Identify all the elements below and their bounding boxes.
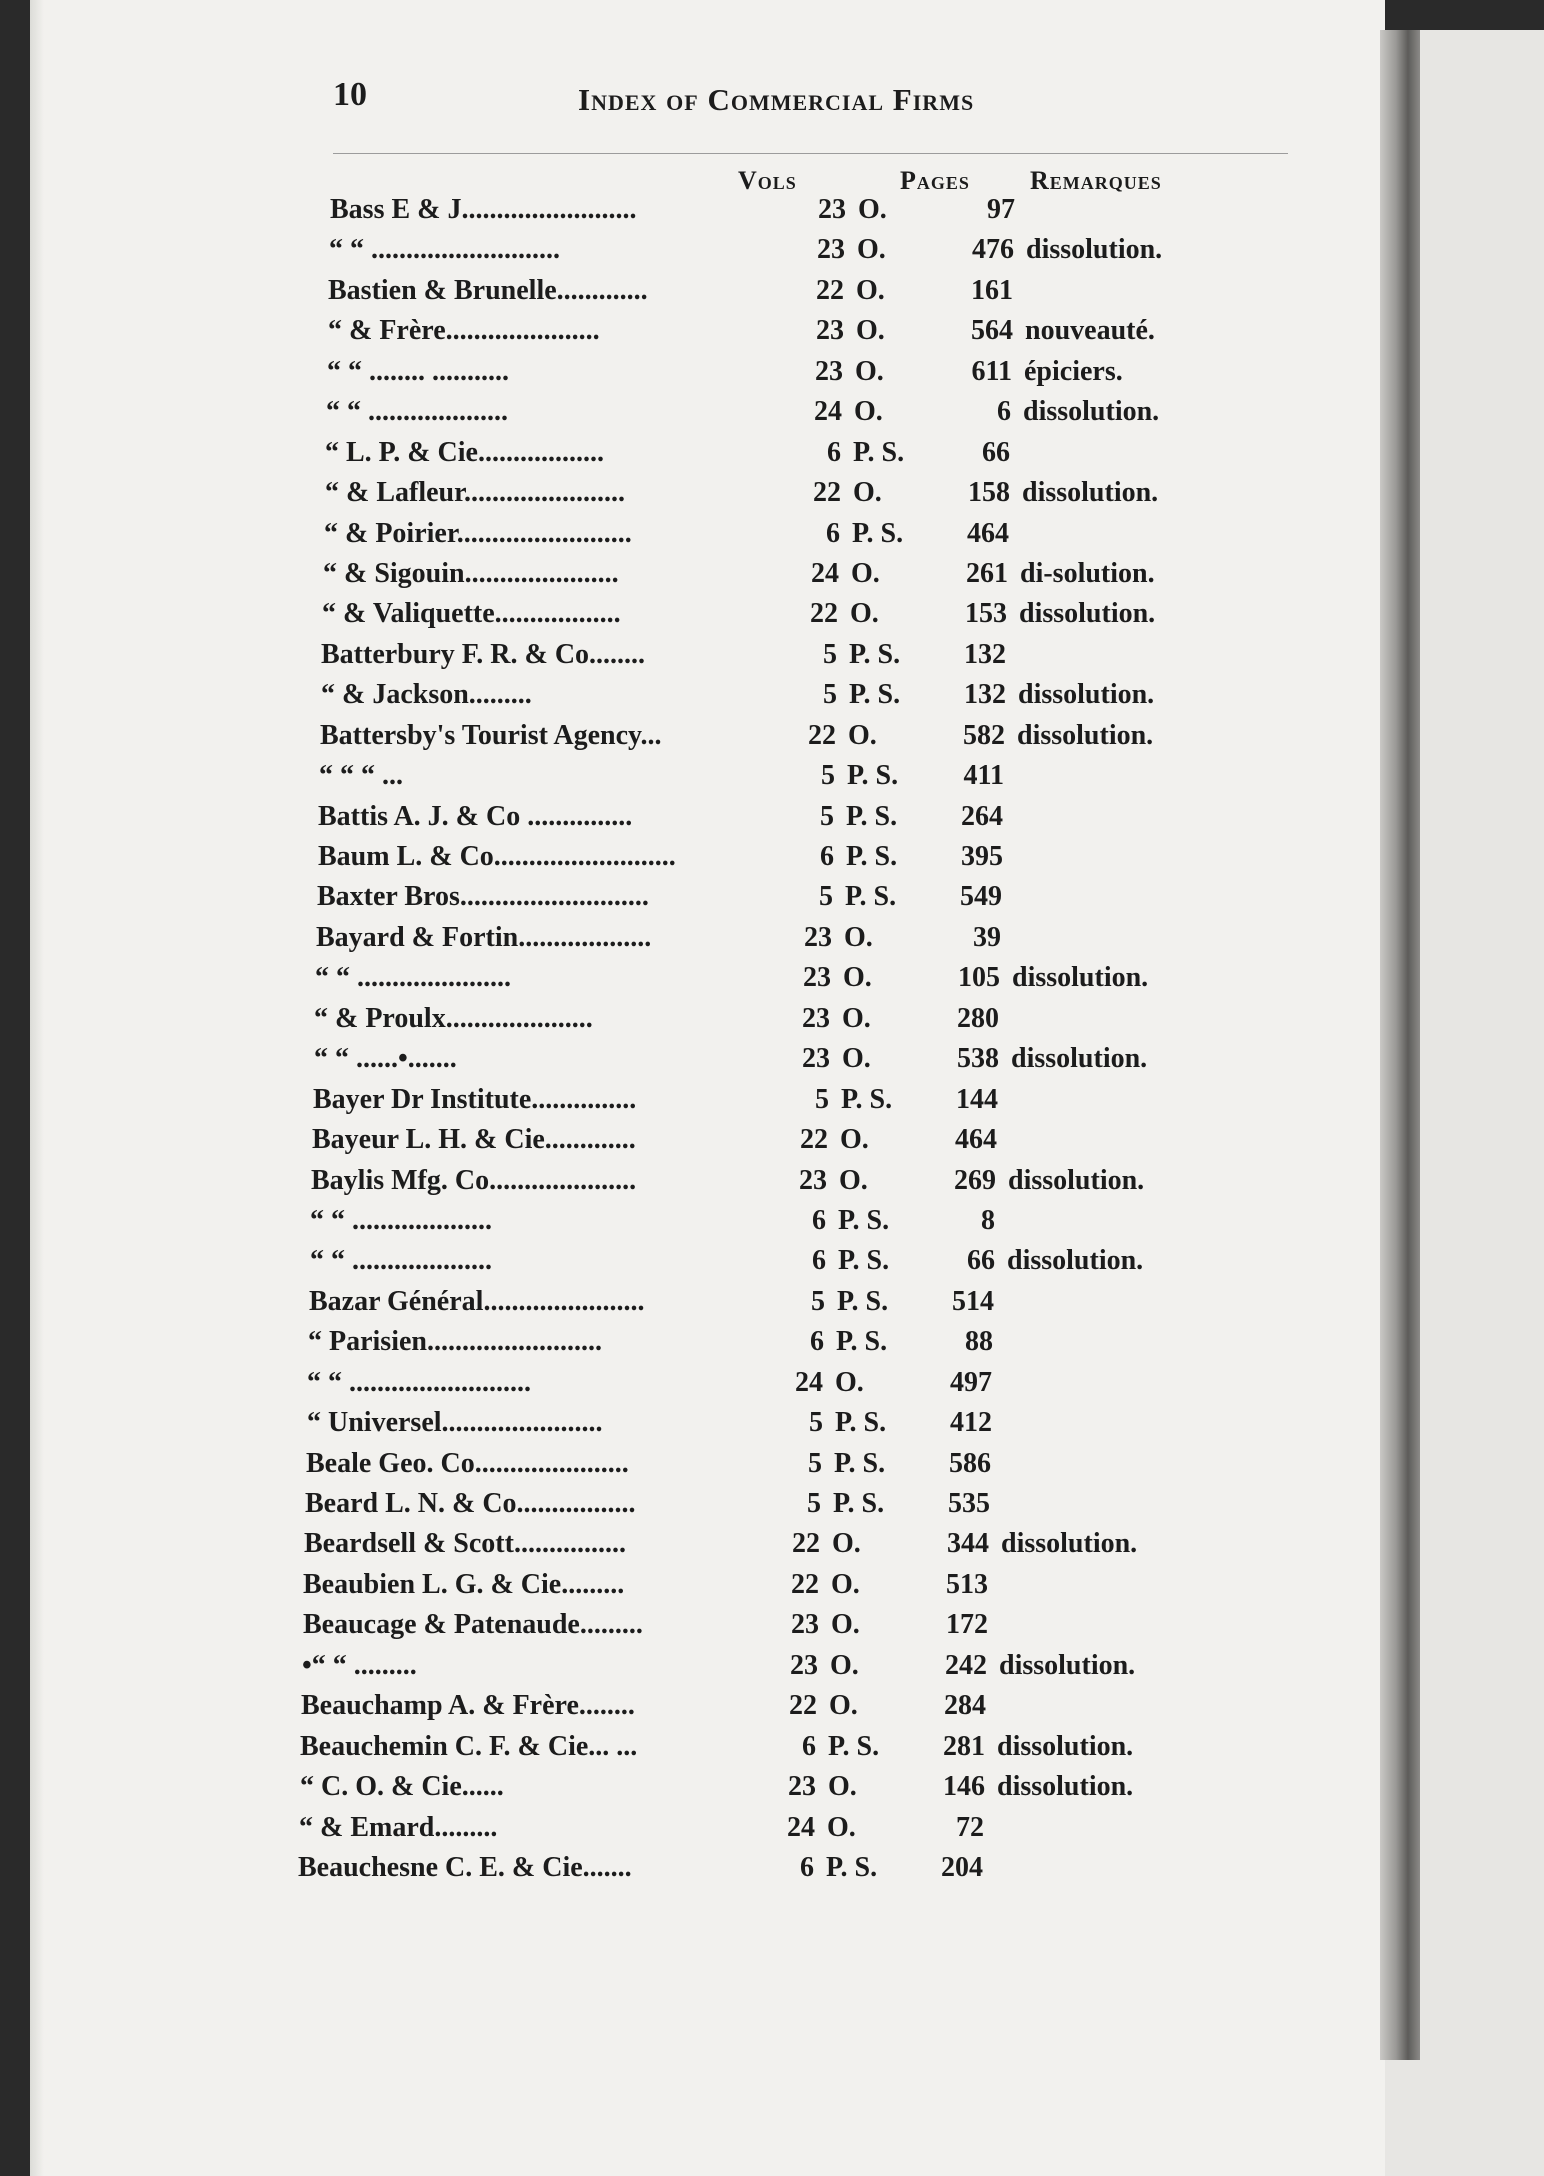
volume-number: 22 xyxy=(789,1690,817,1721)
volume-number: 6 xyxy=(812,1245,826,1276)
volume-number: 6 xyxy=(812,1205,826,1236)
page-reference: 411 xyxy=(963,760,1004,791)
volume-number: 24 xyxy=(787,1812,815,1843)
volume-number: 5 xyxy=(815,1084,829,1115)
remark: dissolution. xyxy=(1008,1165,1145,1196)
firm-name: Beale Geo. Co...................... xyxy=(306,1448,629,1479)
volume-number: 5 xyxy=(808,1448,822,1479)
page-reference: 264 xyxy=(961,801,1003,832)
volume-number: 5 xyxy=(821,760,835,791)
volume-series: O. xyxy=(842,1003,871,1034)
volume-series: P. S. xyxy=(834,1448,886,1479)
book-page xyxy=(30,0,1385,2176)
volume-number: 24 xyxy=(795,1367,823,1398)
page-reference: 395 xyxy=(961,841,1003,872)
page-reference: 611 xyxy=(971,356,1012,387)
volume-number: 6 xyxy=(810,1326,824,1357)
page-reference: 497 xyxy=(950,1367,992,1398)
firm-name: Batterbury F. R. & Co........ xyxy=(321,639,646,670)
volume-series: P. S. xyxy=(841,1084,893,1115)
firm-name: Bayard & Fortin................... xyxy=(316,922,652,953)
page-reference: 464 xyxy=(955,1124,997,1155)
page-number: 10 xyxy=(333,76,367,113)
page-reference: 412 xyxy=(950,1407,992,1438)
volume-series: O. xyxy=(829,1690,858,1721)
page-reference: 204 xyxy=(941,1852,983,1883)
firm-name: Bayeur L. H. & Cie............. xyxy=(312,1124,636,1155)
volume-number: 5 xyxy=(811,1286,825,1317)
remark: dissolution. xyxy=(1026,234,1163,265)
volume-number: 24 xyxy=(811,558,839,589)
column-header-remarques: Remarques xyxy=(1030,166,1162,195)
firm-name: “ & Poirier......................... xyxy=(324,518,632,549)
firm-name: “ “ .................... xyxy=(326,396,508,427)
page-reference: 582 xyxy=(963,720,1005,751)
page-reference: 66 xyxy=(967,1245,995,1276)
volume-series: O. xyxy=(835,1367,864,1398)
volume-series: O. xyxy=(844,922,873,953)
firm-name: Beard L. N. & Co................. xyxy=(305,1488,636,1519)
firm-name: “ “ ...................... xyxy=(315,962,511,993)
volume-series: P. S. xyxy=(837,1286,889,1317)
page-reference: 161 xyxy=(971,275,1013,306)
volume-number: 22 xyxy=(808,720,836,751)
volume-number: 23 xyxy=(817,234,845,265)
volume-number: 23 xyxy=(799,1165,827,1196)
firm-name: “ “ ........................... xyxy=(329,234,560,265)
volume-number: 22 xyxy=(791,1569,819,1600)
page-reference: 105 xyxy=(958,962,1000,993)
firm-name: Beauchemin C. F. & Cie... ... xyxy=(300,1731,638,1762)
firm-name: Battersby's Tourist Agency... xyxy=(320,720,662,751)
volume-series: P. S. xyxy=(836,1326,888,1357)
firm-name: “ Universel....................... xyxy=(307,1407,603,1438)
remark: dissolution. xyxy=(1011,1043,1148,1074)
book-gutter-shadow xyxy=(1380,30,1420,2060)
page-reference: 158 xyxy=(968,477,1010,508)
firm-name: “ C. O. & Cie...... xyxy=(300,1771,504,1802)
volume-number: 5 xyxy=(823,639,837,670)
page-reference: 97 xyxy=(987,194,1015,225)
volume-series: P. S. xyxy=(845,881,897,912)
page-reference: 242 xyxy=(945,1650,987,1681)
page-reference: 66 xyxy=(982,437,1010,468)
volume-series: P. S. xyxy=(838,1205,890,1236)
volume-number: 23 xyxy=(790,1650,818,1681)
remark: dissolution. xyxy=(1017,720,1154,751)
firm-name: “ “ ......•....... xyxy=(314,1043,457,1074)
volume-series: O. xyxy=(840,1124,869,1155)
column-header-pages: Pages xyxy=(900,166,970,195)
firm-name: Bass E & J......................... xyxy=(330,194,637,225)
page-reference: 6 xyxy=(997,396,1011,427)
firm-name: “ L. P. & Cie.................. xyxy=(325,437,604,468)
volume-number: 23 xyxy=(803,962,831,993)
remark: dissolution. xyxy=(997,1731,1134,1762)
volume-number: 6 xyxy=(827,437,841,468)
volume-number: 22 xyxy=(810,598,838,629)
volume-series: O. xyxy=(843,962,872,993)
volume-number: 22 xyxy=(816,275,844,306)
firm-name: “ & Sigouin...................... xyxy=(323,558,619,589)
volume-series: O. xyxy=(848,720,877,751)
firm-name: Beaucage & Patenaude......... xyxy=(303,1609,643,1640)
volume-series: O. xyxy=(855,356,884,387)
remark: nouveauté. xyxy=(1025,315,1155,346)
page-reference: 280 xyxy=(957,1003,999,1034)
volume-series: P. S. xyxy=(833,1488,885,1519)
page-reference: 535 xyxy=(948,1488,990,1519)
firm-name: “ & Jackson......... xyxy=(321,679,532,710)
remark: dissolution. xyxy=(1022,477,1159,508)
volume-number: 22 xyxy=(792,1528,820,1559)
page-reference: 144 xyxy=(956,1084,998,1115)
firm-name: Beauchesne C. E. & Cie....... xyxy=(298,1852,632,1883)
volume-series: O. xyxy=(856,315,885,346)
firm-name: Beardsell & Scott................ xyxy=(304,1528,626,1559)
volume-series: P. S. xyxy=(826,1852,878,1883)
page-reference: 269 xyxy=(954,1165,996,1196)
volume-number: 23 xyxy=(802,1043,830,1074)
remark: dissolution. xyxy=(1023,396,1160,427)
volume-number: 5 xyxy=(820,801,834,832)
firm-name: “ & Valiquette.................. xyxy=(322,598,621,629)
volume-series: O. xyxy=(831,1609,860,1640)
page-reference: 284 xyxy=(944,1690,986,1721)
volume-series: O. xyxy=(832,1528,861,1559)
volume-number: 23 xyxy=(818,194,846,225)
firm-name: “ Parisien......................... xyxy=(308,1326,602,1357)
running-head: Index of Commercial Firms xyxy=(578,82,975,117)
firm-name: “ “ “ ... xyxy=(319,760,403,791)
page-reference: 281 xyxy=(943,1731,985,1762)
volume-series: P. S. xyxy=(846,841,898,872)
firm-name: Baum L. & Co.......................... xyxy=(318,841,676,872)
volume-number: 23 xyxy=(802,1003,830,1034)
page-reference: 132 xyxy=(964,679,1006,710)
volume-series: P. S. xyxy=(849,679,901,710)
page-reference: 586 xyxy=(949,1448,991,1479)
volume-number: 6 xyxy=(820,841,834,872)
remark: dissolution. xyxy=(997,1771,1134,1802)
volume-series: P. S. xyxy=(853,437,905,468)
firm-name: Baxter Bros........................... xyxy=(317,881,649,912)
volume-number: 6 xyxy=(800,1852,814,1883)
volume-series: O. xyxy=(827,1812,856,1843)
firm-name: “ & Frère...................... xyxy=(328,315,600,346)
volume-series: P. S. xyxy=(852,518,904,549)
volume-series: O. xyxy=(858,194,887,225)
page-reference: 172 xyxy=(946,1609,988,1640)
page-reference: 72 xyxy=(956,1812,984,1843)
remark: dissolution. xyxy=(1001,1528,1138,1559)
volume-series: O. xyxy=(828,1771,857,1802)
remark: dissolution. xyxy=(1012,962,1149,993)
remark: épiciers. xyxy=(1024,356,1123,387)
volume-series: O. xyxy=(853,477,882,508)
volume-series: O. xyxy=(830,1650,859,1681)
volume-number: 22 xyxy=(813,477,841,508)
remark: dissolution. xyxy=(1007,1245,1144,1276)
firm-name: “ & Proulx..................... xyxy=(314,1003,593,1034)
volume-number: 24 xyxy=(814,396,842,427)
volume-series: P. S. xyxy=(828,1731,880,1762)
volume-number: 22 xyxy=(800,1124,828,1155)
firm-name: Bazar Général....................... xyxy=(309,1286,645,1317)
page-reference: 146 xyxy=(943,1771,985,1802)
firm-name: Bastien & Brunelle............. xyxy=(328,275,648,306)
volume-series: O. xyxy=(842,1043,871,1074)
volume-number: 23 xyxy=(815,356,843,387)
firm-name: “ & Emard......... xyxy=(299,1812,498,1843)
firm-name: “ “ ........ ........... xyxy=(327,356,509,387)
volume-series: O. xyxy=(831,1569,860,1600)
volume-number: 5 xyxy=(819,881,833,912)
page-reference: 476 xyxy=(972,234,1014,265)
page-reference: 549 xyxy=(960,881,1002,912)
volume-series: P. S. xyxy=(849,639,901,670)
volume-series: O. xyxy=(850,598,879,629)
page-reference: 344 xyxy=(947,1528,989,1559)
page-reference: 261 xyxy=(966,558,1008,589)
volume-series: O. xyxy=(839,1165,868,1196)
firm-name: “ & Lafleur....................... xyxy=(325,477,625,508)
page-reference: 538 xyxy=(957,1043,999,1074)
volume-number: 5 xyxy=(823,679,837,710)
firm-name: Baylis Mfg. Co..................... xyxy=(311,1165,637,1196)
volume-series: P. S. xyxy=(847,760,899,791)
remark: dissolution. xyxy=(999,1650,1136,1681)
volume-number: 23 xyxy=(788,1771,816,1802)
volume-series: O. xyxy=(851,558,880,589)
firm-index-list xyxy=(30,0,1385,2176)
volume-number: 6 xyxy=(826,518,840,549)
page-reference: 564 xyxy=(971,315,1013,346)
page-edge xyxy=(30,0,44,2176)
remark: di-solution. xyxy=(1020,558,1155,589)
page-reference: 88 xyxy=(965,1326,993,1357)
firm-name: “ “ .................... xyxy=(310,1245,492,1276)
volume-number: 23 xyxy=(804,922,832,953)
column-header-vols: Vols xyxy=(738,166,797,195)
volume-series: P. S. xyxy=(835,1407,887,1438)
page-reference: 464 xyxy=(967,518,1009,549)
volume-series: O. xyxy=(856,275,885,306)
page-reference: 8 xyxy=(981,1205,995,1236)
firm-name: “ “ .................... xyxy=(310,1205,492,1236)
page-reference: 153 xyxy=(965,598,1007,629)
remark: dissolution. xyxy=(1019,598,1156,629)
volume-series: P. S. xyxy=(846,801,898,832)
firm-name: Bayer Dr Institute............... xyxy=(313,1084,637,1115)
page-reference: 39 xyxy=(973,922,1001,953)
volume-series: O. xyxy=(854,396,883,427)
firm-name: Beauchamp A. & Frère........ xyxy=(301,1690,635,1721)
volume-number: 23 xyxy=(791,1609,819,1640)
remark: dissolution. xyxy=(1018,679,1155,710)
volume-number: 23 xyxy=(816,315,844,346)
firm-name: •“ “ ......... xyxy=(302,1650,417,1681)
page-reference: 513 xyxy=(946,1569,988,1600)
volume-series: P. S. xyxy=(838,1245,890,1276)
page-reference: 514 xyxy=(952,1286,994,1317)
volume-series: O. xyxy=(857,234,886,265)
firm-name: Beaubien L. G. & Cie......... xyxy=(303,1569,625,1600)
firm-name: “ “ .......................... xyxy=(307,1367,531,1398)
volume-number: 5 xyxy=(807,1488,821,1519)
page-reference: 132 xyxy=(964,639,1006,670)
volume-number: 5 xyxy=(809,1407,823,1438)
volume-number: 6 xyxy=(802,1731,816,1762)
firm-name: Battis A. J. & Co ............... xyxy=(318,801,633,832)
